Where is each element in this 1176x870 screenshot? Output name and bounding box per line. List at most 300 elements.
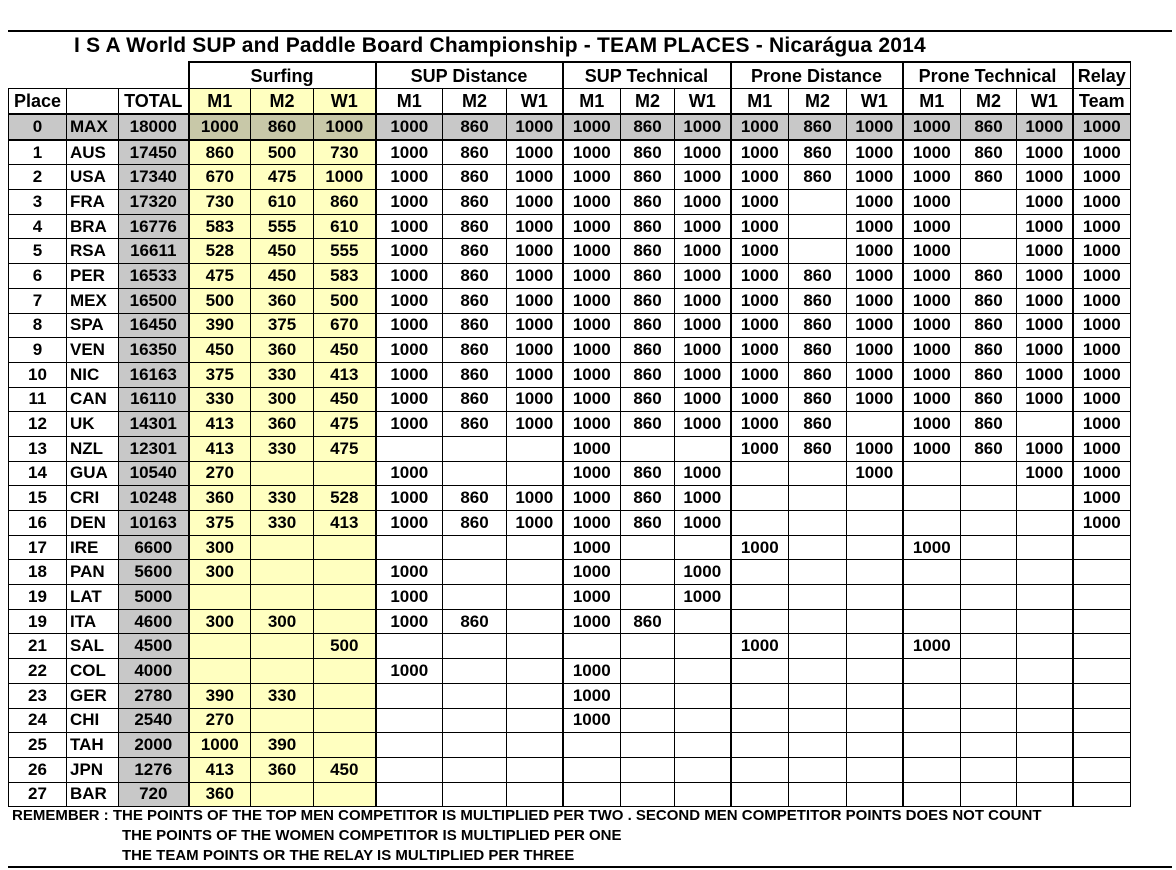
- team-cell: UK: [67, 412, 119, 437]
- points-cell: [847, 585, 903, 610]
- points-cell: 860: [789, 362, 847, 387]
- points-cell: [675, 535, 731, 560]
- points-cell: [961, 634, 1017, 659]
- points-cell: [961, 535, 1017, 560]
- points-cell: 860: [621, 239, 675, 264]
- team-places-table: [8, 61, 1131, 807]
- points-cell: 1000: [847, 214, 903, 239]
- points-cell: [731, 511, 789, 536]
- points-cell: 1000: [675, 165, 731, 190]
- points-cell: [731, 461, 789, 486]
- total-cell: 2780: [119, 683, 189, 708]
- points-cell: 270: [189, 461, 251, 486]
- points-cell: 860: [621, 313, 675, 338]
- points-cell: 1000: [563, 165, 621, 190]
- points-cell: [903, 560, 961, 585]
- points-cell: 1000: [903, 214, 961, 239]
- points-cell: [847, 609, 903, 634]
- points-cell: 1000: [731, 239, 789, 264]
- points-cell: 1000: [903, 535, 961, 560]
- points-cell: 1000: [1017, 214, 1073, 239]
- points-cell: 1000: [563, 412, 621, 437]
- total-cell: 16350: [119, 338, 189, 363]
- points-cell: 1000: [376, 214, 443, 239]
- place-cell: 27: [9, 782, 67, 807]
- points-cell: 330: [189, 387, 251, 412]
- points-cell: 1000: [376, 511, 443, 536]
- points-cell: 330: [251, 362, 314, 387]
- points-cell: 1000: [376, 461, 443, 486]
- table-row: [9, 511, 1131, 536]
- team-cell: USA: [67, 165, 119, 190]
- points-cell: [563, 634, 621, 659]
- total-cell: 10540: [119, 461, 189, 486]
- points-cell: 1000: [1017, 387, 1073, 412]
- points-cell: 528: [189, 239, 251, 264]
- points-cell: 610: [251, 190, 314, 215]
- points-cell: [621, 560, 675, 585]
- group-label: Prone Distance: [731, 62, 903, 89]
- points-cell: [1017, 634, 1073, 659]
- points-cell: [443, 461, 507, 486]
- points-cell: [189, 585, 251, 610]
- points-cell: [376, 757, 443, 782]
- points-cell: 1000: [675, 560, 731, 585]
- points-cell: 270: [189, 708, 251, 733]
- points-cell: [443, 708, 507, 733]
- points-cell: [789, 585, 847, 610]
- points-cell: 1000: [1017, 288, 1073, 313]
- table-row: [9, 239, 1131, 264]
- total-cell: 6600: [119, 535, 189, 560]
- table-row: [9, 362, 1131, 387]
- sheet-title: [8, 32, 1172, 60]
- team-cell: CAN: [67, 387, 119, 412]
- header-w1: W1: [314, 89, 376, 115]
- points-cell: 1000: [731, 387, 789, 412]
- remember-notes: [12, 806, 1042, 866]
- points-cell: [1017, 412, 1073, 437]
- place-cell: 22: [9, 659, 67, 684]
- note-line-1: REMEMBER : THE POINTS OF THE TOP MEN COMPETITOR IS MULTIPLIED PER TWO . SECOND MEN COMPETITOR POINTS DOES NOT COUNT: [12, 807, 1042, 824]
- points-cell: 1000: [675, 412, 731, 437]
- points-cell: [314, 585, 376, 610]
- points-cell: 375: [189, 511, 251, 536]
- points-cell: 730: [314, 140, 376, 165]
- team-cell: PAN: [67, 560, 119, 585]
- points-cell: 1000: [507, 511, 563, 536]
- points-cell: [903, 461, 961, 486]
- points-cell: [731, 609, 789, 634]
- points-cell: 1000: [675, 461, 731, 486]
- max-row: [9, 114, 1131, 140]
- points-cell: 1000: [563, 609, 621, 634]
- points-cell: 555: [314, 239, 376, 264]
- points-cell: 1000: [1017, 165, 1073, 190]
- points-cell: 1000: [675, 362, 731, 387]
- points-cell: [961, 585, 1017, 610]
- header-m1: M1: [903, 89, 961, 115]
- total-cell: 10248: [119, 486, 189, 511]
- points-cell: 860: [621, 165, 675, 190]
- points-cell: 1000: [1073, 412, 1131, 437]
- points-cell: [789, 708, 847, 733]
- points-cell: 413: [189, 412, 251, 437]
- points-cell: [961, 659, 1017, 684]
- points-cell: 1000: [847, 313, 903, 338]
- points-cell: [376, 733, 443, 758]
- total-cell: 4600: [119, 609, 189, 634]
- points-cell: 1000: [675, 239, 731, 264]
- points-cell: 860: [961, 288, 1017, 313]
- points-cell: [1017, 757, 1073, 782]
- points-cell: 1000: [376, 264, 443, 289]
- points-cell: 300: [189, 535, 251, 560]
- points-cell: 360: [251, 412, 314, 437]
- points-cell: 860: [621, 412, 675, 437]
- points-cell: [789, 486, 847, 511]
- points-cell: 475: [251, 165, 314, 190]
- points-cell: 860: [621, 387, 675, 412]
- points-cell: [847, 757, 903, 782]
- table-row: [9, 387, 1131, 412]
- points-cell: 1000: [507, 264, 563, 289]
- table-row: [9, 412, 1131, 437]
- points-cell: 1000: [1073, 387, 1131, 412]
- points-cell: [675, 609, 731, 634]
- points-cell: [376, 683, 443, 708]
- points-cell: [1017, 733, 1073, 758]
- points-cell: [251, 461, 314, 486]
- points-cell: 1000: [1017, 264, 1073, 289]
- points-cell: [507, 461, 563, 486]
- points-cell: [251, 708, 314, 733]
- points-cell: [675, 733, 731, 758]
- points-cell: [789, 535, 847, 560]
- points-cell: 1000: [376, 165, 443, 190]
- points-cell: [621, 535, 675, 560]
- points-cell: [1073, 757, 1131, 782]
- points-cell: 1000: [847, 239, 903, 264]
- points-cell: 860: [443, 412, 507, 437]
- points-cell: [961, 609, 1017, 634]
- points-cell: [1073, 560, 1131, 585]
- points-cell: 1000: [376, 362, 443, 387]
- points-cell: 860: [961, 412, 1017, 437]
- place-cell: 2: [9, 165, 67, 190]
- points-cell: 1000: [1073, 114, 1131, 140]
- team-cell: GER: [67, 683, 119, 708]
- place-cell: 8: [9, 313, 67, 338]
- place-cell: 1: [9, 140, 67, 165]
- points-cell: 1000: [563, 511, 621, 536]
- points-cell: 1000: [847, 436, 903, 461]
- points-cell: 1000: [314, 114, 376, 140]
- team-cell: TAH: [67, 733, 119, 758]
- points-cell: 1000: [847, 165, 903, 190]
- points-cell: [903, 511, 961, 536]
- points-cell: 1000: [507, 114, 563, 140]
- points-cell: 528: [314, 486, 376, 511]
- points-cell: 860: [961, 165, 1017, 190]
- place-cell: 19: [9, 609, 67, 634]
- table-row: [9, 535, 1131, 560]
- points-cell: [903, 708, 961, 733]
- points-cell: 1000: [507, 338, 563, 363]
- place-cell: 0: [9, 114, 67, 140]
- points-cell: 1000: [903, 140, 961, 165]
- points-cell: 300: [251, 609, 314, 634]
- place-cell: 26: [9, 757, 67, 782]
- points-cell: 1000: [731, 165, 789, 190]
- total-cell: 10163: [119, 511, 189, 536]
- points-cell: 1000: [1017, 461, 1073, 486]
- points-cell: 1000: [507, 288, 563, 313]
- points-cell: [443, 782, 507, 807]
- place-cell: 16: [9, 511, 67, 536]
- points-cell: [563, 782, 621, 807]
- points-cell: [376, 782, 443, 807]
- points-cell: 860: [789, 387, 847, 412]
- points-cell: [507, 708, 563, 733]
- points-cell: [961, 486, 1017, 511]
- points-cell: 1000: [731, 114, 789, 140]
- points-cell: [314, 461, 376, 486]
- points-cell: 1000: [1073, 461, 1131, 486]
- header-w1: W1: [847, 89, 903, 115]
- points-cell: 1000: [376, 609, 443, 634]
- group-label: Prone Technical: [903, 62, 1073, 89]
- points-cell: 1000: [731, 214, 789, 239]
- points-cell: 360: [189, 782, 251, 807]
- points-cell: [507, 436, 563, 461]
- points-cell: [443, 757, 507, 782]
- place-cell: 3: [9, 190, 67, 215]
- points-cell: [314, 560, 376, 585]
- table-row: [9, 338, 1131, 363]
- page-title: I S A World SUP and Paddle Board Championship - TEAM PLACES - Nicarágua 2014: [74, 34, 926, 57]
- points-cell: [1073, 659, 1131, 684]
- points-cell: 413: [189, 757, 251, 782]
- points-cell: 860: [251, 114, 314, 140]
- points-cell: [1073, 782, 1131, 807]
- total-cell: 16611: [119, 239, 189, 264]
- table-row: [9, 782, 1131, 807]
- points-cell: 1000: [847, 114, 903, 140]
- points-cell: 360: [251, 757, 314, 782]
- total-cell: 1276: [119, 757, 189, 782]
- points-cell: 1000: [507, 239, 563, 264]
- points-cell: [847, 535, 903, 560]
- points-cell: 450: [314, 387, 376, 412]
- header-m1: M1: [376, 89, 443, 115]
- table-row: [9, 461, 1131, 486]
- points-cell: 1000: [376, 140, 443, 165]
- points-cell: 500: [189, 288, 251, 313]
- group-label: SUP Technical: [563, 62, 731, 89]
- points-cell: 1000: [563, 288, 621, 313]
- points-cell: [621, 757, 675, 782]
- total-cell: 16163: [119, 362, 189, 387]
- place-cell: 6: [9, 264, 67, 289]
- points-cell: 1000: [675, 288, 731, 313]
- points-cell: 1000: [903, 412, 961, 437]
- header-m1: M1: [563, 89, 621, 115]
- total-cell: 16110: [119, 387, 189, 412]
- team-cell: NZL: [67, 436, 119, 461]
- points-cell: 860: [961, 264, 1017, 289]
- points-cell: [507, 733, 563, 758]
- points-cell: 1000: [1017, 114, 1073, 140]
- points-cell: [847, 659, 903, 684]
- header-m2: M2: [443, 89, 507, 115]
- points-cell: [675, 757, 731, 782]
- points-cell: 1000: [376, 239, 443, 264]
- points-cell: 1000: [731, 313, 789, 338]
- points-cell: 860: [961, 436, 1017, 461]
- points-cell: 860: [789, 338, 847, 363]
- points-cell: [961, 239, 1017, 264]
- points-cell: [675, 634, 731, 659]
- points-cell: 860: [621, 214, 675, 239]
- points-cell: [443, 659, 507, 684]
- blank-corner: [9, 62, 189, 89]
- points-cell: 860: [443, 313, 507, 338]
- points-cell: 860: [443, 140, 507, 165]
- total-cell: 5000: [119, 585, 189, 610]
- points-cell: 413: [314, 362, 376, 387]
- points-cell: 1000: [731, 264, 789, 289]
- points-cell: [507, 683, 563, 708]
- points-cell: [1017, 609, 1073, 634]
- points-cell: 860: [789, 436, 847, 461]
- group-label: Relay: [1073, 62, 1131, 89]
- points-cell: [1073, 683, 1131, 708]
- points-cell: [961, 511, 1017, 536]
- points-cell: 390: [251, 733, 314, 758]
- points-cell: 860: [621, 190, 675, 215]
- points-cell: 860: [621, 338, 675, 363]
- points-cell: 1000: [563, 114, 621, 140]
- points-cell: 860: [621, 114, 675, 140]
- points-cell: 413: [189, 436, 251, 461]
- team-cell: SPA: [67, 313, 119, 338]
- points-cell: 1000: [563, 535, 621, 560]
- points-cell: [1073, 733, 1131, 758]
- points-cell: 860: [621, 140, 675, 165]
- points-cell: [1017, 535, 1073, 560]
- points-cell: 1000: [675, 387, 731, 412]
- points-cell: 1000: [903, 634, 961, 659]
- table-row: [9, 436, 1131, 461]
- points-cell: 730: [189, 190, 251, 215]
- team-cell: GUA: [67, 461, 119, 486]
- points-cell: 475: [314, 412, 376, 437]
- points-cell: [903, 683, 961, 708]
- points-cell: 1000: [903, 264, 961, 289]
- points-cell: [1017, 486, 1073, 511]
- points-cell: 1000: [189, 733, 251, 758]
- points-cell: [789, 609, 847, 634]
- total-cell: 4000: [119, 659, 189, 684]
- points-cell: [903, 782, 961, 807]
- points-cell: [789, 634, 847, 659]
- points-cell: [251, 535, 314, 560]
- points-cell: [443, 585, 507, 610]
- points-cell: [1073, 535, 1131, 560]
- points-cell: [731, 733, 789, 758]
- points-cell: [443, 683, 507, 708]
- points-cell: 1000: [1017, 140, 1073, 165]
- place-cell: 24: [9, 708, 67, 733]
- points-cell: 1000: [903, 313, 961, 338]
- points-cell: 860: [621, 461, 675, 486]
- column-header-row: [9, 89, 1131, 115]
- points-cell: 1000: [731, 288, 789, 313]
- points-cell: [731, 659, 789, 684]
- points-cell: 1000: [563, 436, 621, 461]
- points-cell: 450: [189, 338, 251, 363]
- points-cell: [376, 535, 443, 560]
- points-cell: 583: [314, 264, 376, 289]
- points-cell: [961, 214, 1017, 239]
- points-cell: [563, 733, 621, 758]
- points-cell: [507, 757, 563, 782]
- points-cell: 1000: [1073, 165, 1131, 190]
- team-cell: PER: [67, 264, 119, 289]
- points-cell: [314, 535, 376, 560]
- points-cell: 500: [251, 140, 314, 165]
- points-cell: 1000: [563, 461, 621, 486]
- team-cell: SAL: [67, 634, 119, 659]
- points-cell: [251, 560, 314, 585]
- table-row: [9, 140, 1131, 165]
- points-cell: [903, 659, 961, 684]
- points-cell: 1000: [563, 585, 621, 610]
- points-cell: [789, 757, 847, 782]
- total-cell: 4500: [119, 634, 189, 659]
- points-cell: 1000: [675, 264, 731, 289]
- points-cell: [1017, 708, 1073, 733]
- team-cell: VEN: [67, 338, 119, 363]
- team-cell: CRI: [67, 486, 119, 511]
- points-cell: [314, 609, 376, 634]
- points-cell: 1000: [675, 114, 731, 140]
- points-cell: 360: [189, 486, 251, 511]
- points-cell: 390: [189, 313, 251, 338]
- place-cell: 9: [9, 338, 67, 363]
- place-cell: 19: [9, 585, 67, 610]
- points-cell: 670: [189, 165, 251, 190]
- points-cell: 1000: [507, 486, 563, 511]
- points-cell: 1000: [847, 338, 903, 363]
- points-cell: 860: [789, 165, 847, 190]
- points-cell: 860: [314, 190, 376, 215]
- points-cell: 1000: [1073, 486, 1131, 511]
- points-cell: 860: [443, 609, 507, 634]
- points-cell: 1000: [507, 190, 563, 215]
- points-cell: 1000: [376, 338, 443, 363]
- group-label: Surfing: [189, 62, 376, 89]
- points-cell: [789, 511, 847, 536]
- points-cell: [789, 239, 847, 264]
- points-cell: [621, 733, 675, 758]
- place-cell: 12: [9, 412, 67, 437]
- points-cell: [189, 659, 251, 684]
- points-cell: 375: [189, 362, 251, 387]
- total-cell: 17450: [119, 140, 189, 165]
- points-cell: [675, 708, 731, 733]
